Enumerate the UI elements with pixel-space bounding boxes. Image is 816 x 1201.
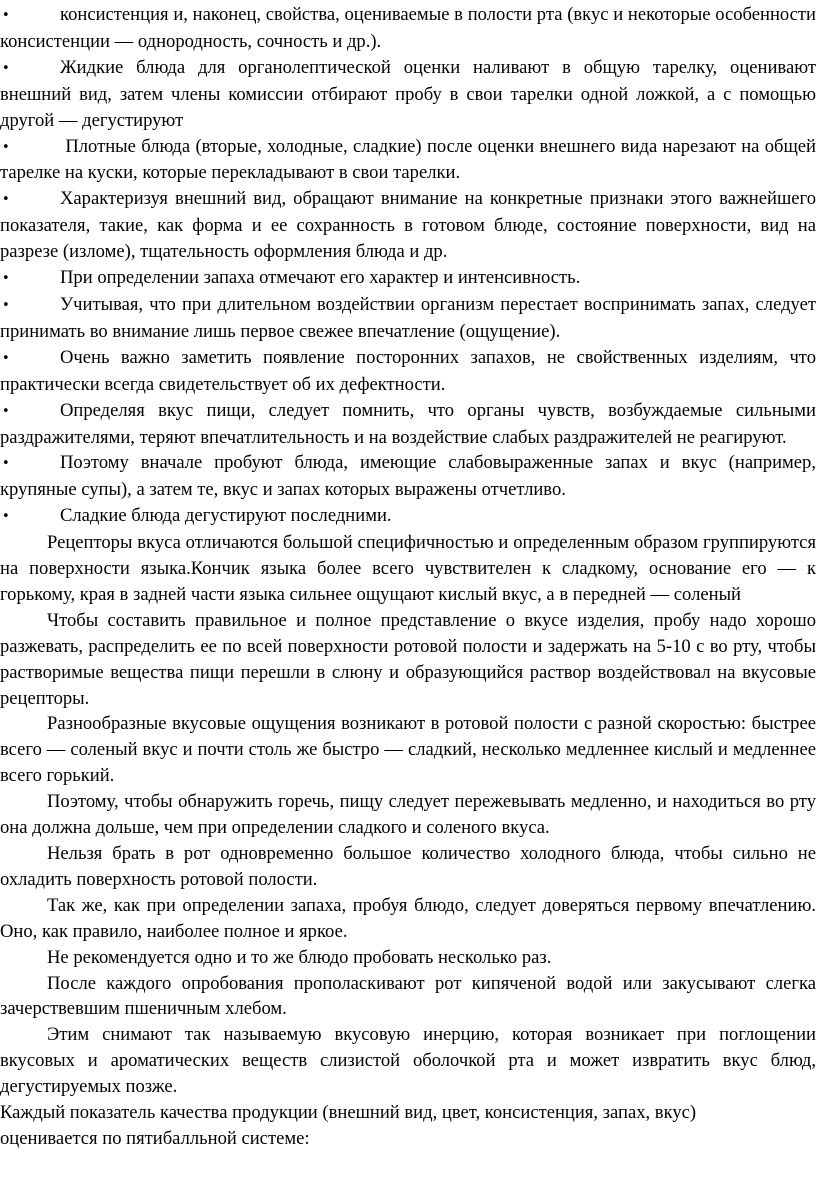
- bullet-item: [0, 503, 816, 530]
- bullet-item: [0, 450, 816, 503]
- bullet-dot-icon: •: [2, 271, 10, 287]
- bullet-dot-icon: •: [2, 60, 10, 76]
- bullet-text: При определении запаха отмечают его характер и интенсивность.: [60, 267, 581, 289]
- bullet-item: [0, 186, 816, 265]
- bullet-dot-icon: •: [2, 139, 10, 155]
- paragraph-list: [0, 530, 816, 1100]
- bullet-dot-icon: •: [2, 350, 10, 366]
- bullet-text: консистенция и, наконец, свойства, оцениваемые в полости рта (вкус и некоторые особенности консистенции — однородность, сочность и др.).: [0, 4, 816, 52]
- bullet-item: [0, 292, 816, 345]
- bullet-text: Плотные блюда (вторые, холодные, сладкие) после оценки внешнего вида нарезают на общей тарелке на куски, которые перекладывают в свои тарелки.: [0, 135, 816, 184]
- bullet-text: Очень важно заметить появление посторонних запахов, не свойственных изделиям, что практически всегда свидетельствует об их дефектности.: [0, 346, 816, 395]
- bullet-item: [0, 2, 816, 55]
- bullet-text: Определяя вкус пищи, следует помнить, что органы чувств, возбуждаемые сильными раздражителями, теряют впечатлительность и на воздействие слабых раздражителей не реагируют.: [0, 399, 816, 448]
- body-paragraph: После каждого опробования прополаскивают рот кипяченой водой или закусывают слегка зачерствевшим пшеничным хлебом.: [0, 972, 816, 1020]
- bullet-text: Сладкие блюда дегустируют последними.: [60, 505, 392, 527]
- body-paragraph: Так же, как при определении запаха, пробуя блюдо, следует доверяться первому впечатлению. Оно, как правило, наиболее полное и яркое.: [0, 894, 816, 942]
- body-paragraph: Не рекомендуется одно и то же блюдо пробовать несколько раз.: [47, 946, 552, 968]
- closing-paragraph: [0, 1100, 816, 1152]
- bullet-item: [0, 398, 816, 451]
- bullet-dot-icon: •: [2, 403, 10, 419]
- bullet-dot-icon: •: [2, 456, 10, 472]
- body-paragraph: Чтобы составить правильное и полное представление о вкусе изделия, пробу надо хорошо разжевать, распределить ее по всей поверхности ротовой полости и задержать на 5-10 с во рту, чтобы растворимые вещества пищи перешли в слюну и образующийся раствор воздействовал на вкусовые рецепторы.: [0, 609, 816, 709]
- closing-line-1: Каждый показатель качества продукции (внешний вид, цвет, консистенция, запах, вкус): [0, 1102, 697, 1124]
- bullet-dot-icon: •: [2, 192, 10, 208]
- body-paragraph: Этим снимают так называемую вкусовую инерцию, которая возникает при поглощении вкусовых и ароматических веществ слизистой оболочкой рта и может извратить вкус блюд, дегустируемых позже.: [0, 1024, 816, 1098]
- closing-line-2: оценивается по пятибалльной системе:: [0, 1127, 310, 1149]
- bullet-text: Характеризуя внешний вид, обращают внимание на конкретные признаки этого важнейшего показателя, такие, как форма и ее сохранность в готовом блюде, состояние поверхности, вид на разрезе (изломе), тщательность оформления блюда и др.: [0, 188, 816, 263]
- body-paragraph: Поэтому, чтобы обнаружить горечь, пищу следует пережевывать медленно, и находиться во рту она должна дольше, чем при определении сладкого и соленого вкуса.: [0, 791, 816, 839]
- bullet-list: [0, 2, 816, 530]
- bullet-dot-icon: •: [2, 509, 10, 525]
- bullet-text: Учитывая, что при длительном воздействии организм перестает воспринимать запах, следует принимать во внимание лишь первое свежее впечатление (ощущение).: [0, 293, 816, 342]
- bullet-text: Поэтому вначале пробуют блюда, имеющие слабовыраженные запах и вкус (например, крупяные супы), а затем те, вкус и запах которых выражены отчетливо.: [0, 452, 816, 501]
- body-paragraph: Нельзя брать в рот одновременно большое количество холодного блюда, чтобы сильно не охладить поверхность ротовой полости.: [0, 843, 816, 890]
- bullet-dot-icon: •: [2, 8, 10, 23]
- bullet-dot-icon: •: [2, 297, 10, 313]
- bullet-text: Жидкие блюда для органолептической оценки наливают в общую тарелку, оценивают внешний вид, затем члены комиссии отбирают пробу в свои тарелки одной ложкой, а с помощью другой — дегустируют: [0, 56, 816, 131]
- bullet-item: [0, 265, 816, 292]
- bullet-item: [0, 134, 816, 187]
- body-paragraph: Разнообразные вкусовые ощущения возникают в ротовой полости с разной скоростью: быстрее всего — соленый вкус и почти столь же быстро — сладкий, несколько медленнее кислый и медленнее всего горький.: [0, 713, 816, 787]
- bullet-item: [0, 55, 816, 134]
- bullet-item: [0, 345, 816, 398]
- body-paragraph: Рецепторы вкуса отличаются большой специфичностью и определенным образом группируются на поверхности языка.Кончик языка более всего чувствителен к сладкому, основание его — к горькому, края в задней части языка сильнее ощущают кислый вкус, а в передней — соленый: [0, 532, 816, 605]
